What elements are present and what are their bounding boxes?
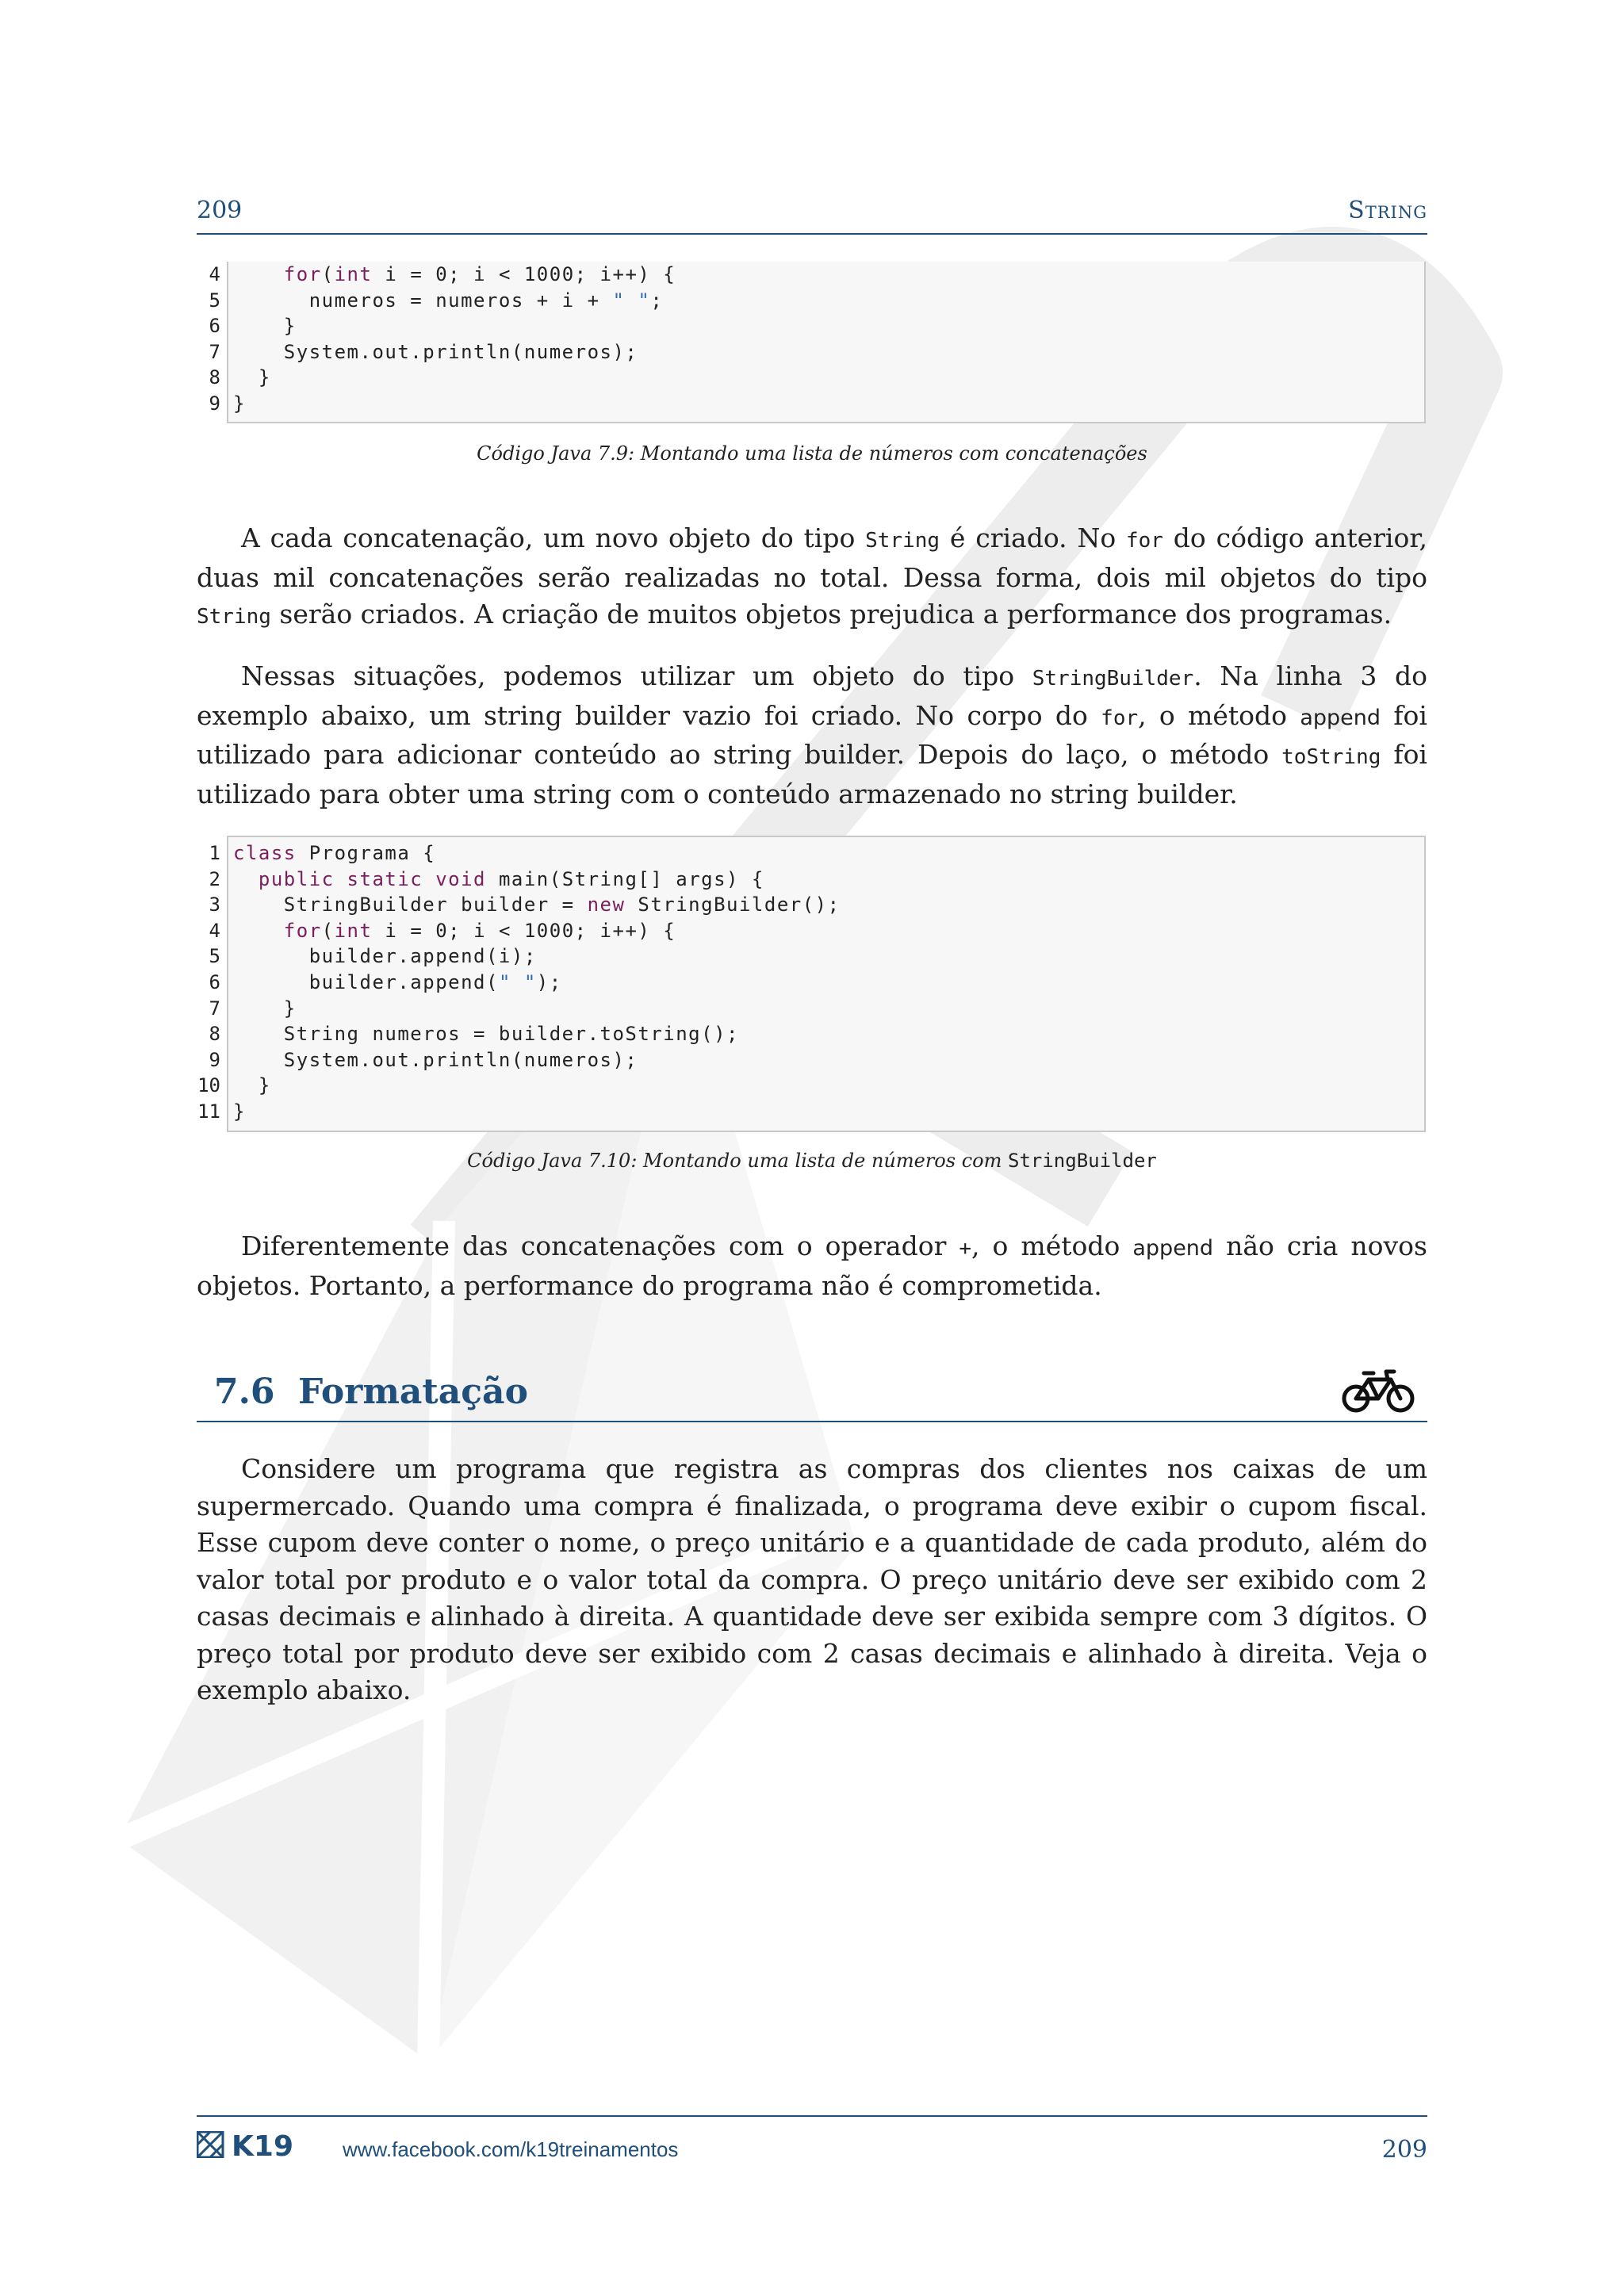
inline-code: String — [197, 605, 271, 629]
line-number: 7 — [209, 997, 220, 1020]
logo-text: K19 — [232, 2131, 293, 2158]
line-number: 6 — [209, 315, 220, 338]
code-block-2-text: class Programa { public static void main(String[] args) { StringBuilder builder = new StringBuilder(); for(int i = 0; i < 1000; i++) { builder.append(i); builder.append(" "); } String numeros = builder.toString(); System.out.println(numeros); } } — [233, 842, 841, 1123]
line-number: 8 — [209, 1023, 220, 1046]
line-number: 4 — [209, 263, 220, 285]
header-chapter-title: String — [1348, 197, 1427, 224]
inline-code: String — [865, 529, 940, 553]
bicycle-icon — [1340, 1367, 1416, 1414]
line-number: 9 — [209, 1048, 220, 1071]
line-number: 6 — [209, 970, 220, 993]
code-caption-1: Código Java 7.9: Montando uma lista de números com concatenações — [477, 442, 1147, 465]
code-caption-2: Código Java 7.10: Montando uma lista de números com StringBuilder — [467, 1150, 1157, 1172]
footer-url[interactable]: www.facebook.com/k19treinamentos — [343, 2137, 679, 2161]
code-block-1-text: for(int i = 0; i < 1000; i++) { numeros = numeros + i + " "; } System.out.println(numeros); } } — [233, 263, 676, 415]
section-title: Formatação — [298, 1372, 528, 1412]
header-page-number: 209 — [197, 197, 243, 224]
line-number: 10 — [197, 1074, 220, 1097]
paragraph-3: Diferentemente das concatenações com o operador +, o método append não cria novos objetos. Portanto, a performance do programa não é comprometida. — [197, 1230, 1427, 1301]
line-number: 4 — [209, 919, 220, 942]
inline-code: append — [1300, 705, 1381, 730]
line-number: 7 — [209, 340, 220, 363]
page-footer — [197, 2115, 1427, 2164]
running-header — [197, 197, 1427, 235]
paragraph-4: Considere um programa que registra as compras dos clientes nos caixas de um supermercado. Quando uma compra é finalizada, o programa deve exibir o cupom fiscal. Esse cupom deve conter o nome, o preço unitário e a quantidade de cada produto, além do valor total por produto e o valor total da compra. O preço unitário deve ser exibido com 2 casas decimais e alinhado à direita. A quantidade deve ser exibida sempre com 3 dígitos. O preço total por produto deve ser exibido com 2 casas decimais e alinhado à direita. Veja o exemplo abaixo. — [197, 1453, 1427, 1705]
k19-logo — [197, 2131, 320, 2158]
line-number: 11 — [197, 1100, 220, 1123]
line-number: 8 — [209, 366, 220, 389]
inline-code: for — [1126, 529, 1163, 553]
code-1-line-numbers — [159, 262, 220, 417]
inline-code: StringBuilder — [1032, 667, 1194, 691]
inline-code: + — [959, 1237, 972, 1261]
paragraph-2: Nessas situações, podemos utilizar um objeto do tipo StringBuilder. Na linha 3 do exemplo abaixo, um string builder vazio foi criado. No corpo do for, o método append foi utilizado para adicionar conteúdo ao string builder. Depois do laço, o método toString foi utilizado para obter uma string com o conteúdo armazenado no string builder. — [197, 660, 1427, 809]
section-heading — [197, 1364, 1427, 1422]
line-number: 2 — [209, 867, 220, 890]
inline-code: append — [1132, 1236, 1214, 1261]
paragraph-1: A cada concatenação, um novo objeto do tipo String é criado. No for do código anterior, duas mil concatenações serão realizadas no total. Dessa forma, dois mil objetos do tipo String serão criados. A criação de muitos objetos prejudica a performance dos programas. — [197, 522, 1427, 629]
line-number: 1 — [209, 842, 220, 864]
inline-code: toString — [1281, 745, 1381, 769]
line-number: 9 — [209, 392, 220, 415]
footer-page-number: 209 — [1381, 2136, 1427, 2164]
inline-code: for — [1101, 706, 1139, 730]
line-number: 5 — [209, 289, 220, 312]
line-number: 3 — [209, 894, 220, 916]
code-2-line-numbers — [159, 840, 220, 1125]
line-number: 5 — [209, 945, 220, 968]
section-number: 7.6 — [214, 1372, 275, 1412]
